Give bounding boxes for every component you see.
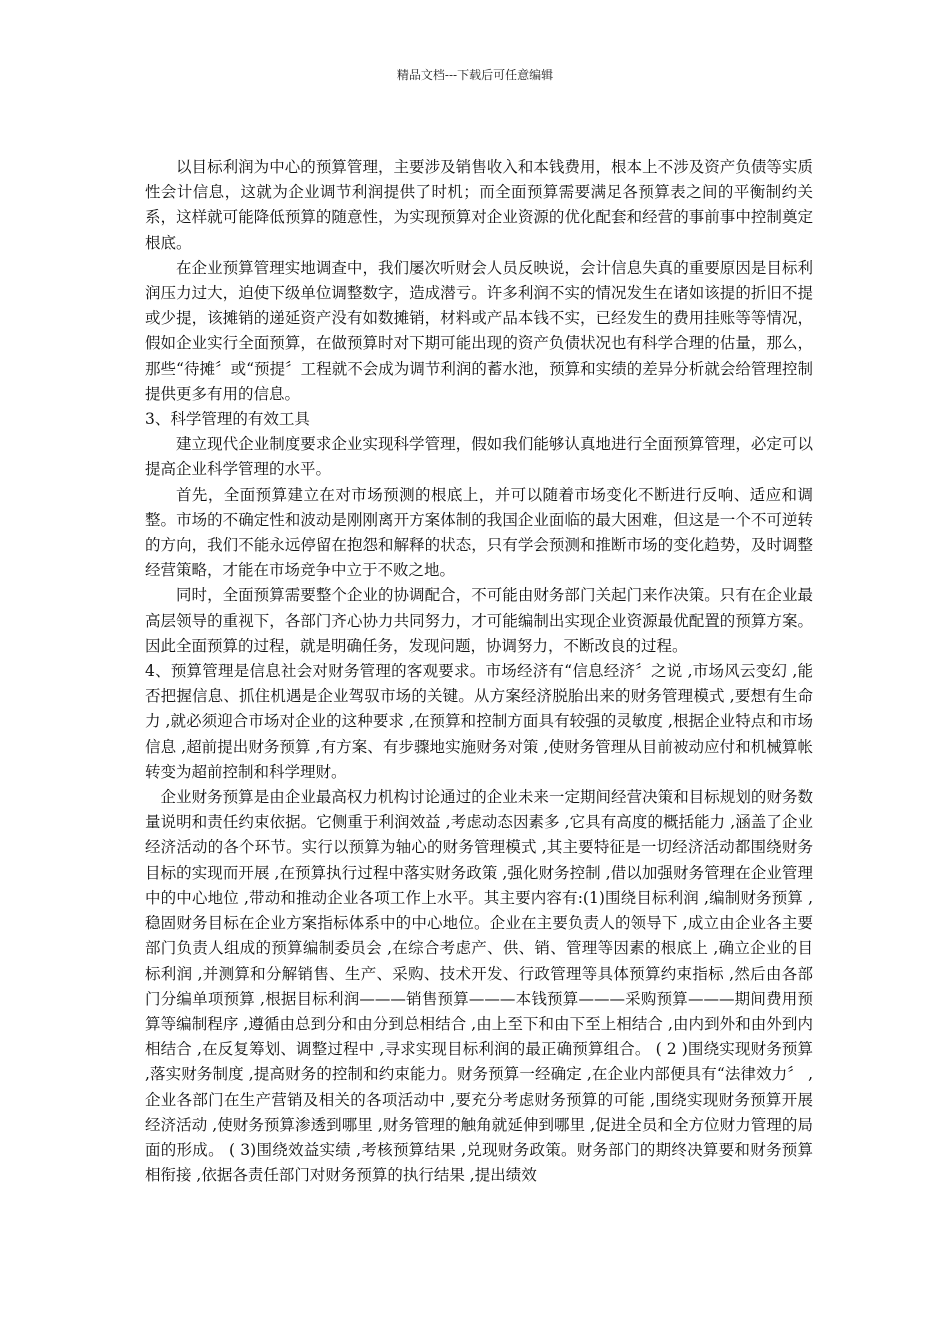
paragraph: 以目标利润为中心的预算管理，主要涉及销售收入和本钱费用，根本上不涉及资产负债等实质性会计信息，这就为企业调节利润提供了时机；而全面预算需要满足各预算表之间的平衡制约关系，这样就可能降低预算的随意性，为实现预算对企业资源的优化配套和经营的事前事中控制奠定根底。 bbox=[145, 158, 813, 252]
paragraph: 同时，全面预算需要整个企业的协调配合，不可能由财务部门关起门来作决策。只有在企业最高层领导的重视下，各部门齐心协力共同努力，才可能编制出实现企业资源最优配置的预算方案。因此全面预算的过程，就是明确任务，发现问题，协调努力，不断改良的过程。 bbox=[145, 586, 813, 655]
document-body bbox=[145, 155, 813, 1188]
paragraph: 在企业预算管理实地调查中，我们屡次听财会人员反映说，会计信息失真的重要原因是目标利润压力过大，迫使下级单位调整数字，造成潜亏。许多利润不实的情况发生在诸如该提的折旧不提或少提，该摊销的递延资产没有如数摊销，材料或产品本钱不实，已经发生的费用挂账等等情况，假如企业实行全面预算，在做预算时对下期可能出现的资产负债状况也有科学合理的估量，那么，那些“待摊〞或“预提〞工程就不会成为调节利润的蓄水池，预算和实绩的差异分析就会给管理控制提供更多有用的信息。 bbox=[145, 258, 813, 403]
paragraph: 企业财务预算是由企业最高权力机构讨论通过的企业未来一定期间经营决策和目标规划的财务数量说明和责任约束依据。它侧重于利润效益 ,考虑动态因素多 ,它具有高度的概括能力 ,涵盖了企业经济活动的各个环节。实行以预算为轴心的财务管理模式 ,其主要特征是一切经济活动都围绕财务目标的实现而开展 ,在预算执行过程中落实财务政策 ,强化财务控制 ,借以加强财务管理在企业管理中的中心地位 ,带动和推动企业各项工作上水平。其主要内容有:(1)围绕目标利润 ,编制财务预算 ,稳固财务目标在企业方案指标体系中的中心地位。企业在主要负责人的领导下 ,成立由企业各主要部门负责人组成的预算编制委员会 ,在综合考虑产、供、销、管理等因素的根底上 ,确立企业的目标利润 ,并测算和分解销售、生产、采购、技术开发、行政管理等具体预算约束指标 ,然后由各部门分编单项预算 ,根据目标利润———销售预算———本钱预算———采购预算———期间费用预算等编制程序 ,遵循由总到分和由分到总相结合 ,由上至下和由下至上相结合 ,由内到外和由外到内相结合 ,在反复筹划、调整过程中 ,寻求实现目标利润的最正确预算组合。 ( 2 )围绕实现财务预算 ,落实财务制度 ,提高财务的控制和约束能力。财务预算一经确定 ,在企业内部便具有“法律效力〞 ,企业各部门在生产营销及相关的各项活动中 ,要充分考虑财务预算的可能 ,围绕实现财务预算开展经济活动 ,使财务预算渗透到哪里 ,财务管理的触角就延伸到哪里 ,促进全员和全方位财力管理的局面的形成。 ( 3)围绕效益实绩 ,考核预算结果 ,兑现财务政策。财务部门的期终决算要和财务预算相衔接 ,依据各责任部门对财务预算的执行结果 ,提出绩效 bbox=[145, 788, 813, 1185]
paragraph: 首先，全面预算建立在对市场预测的根底上，并可以随着市场变化不断进行反响、适应和调整。市场的不确定性和波动是刚刚离开方案体制的我国企业面临的最大困难，但这是一个不可逆转的方向，我们不能永远停留在抱怨和解释的状态，只有学会预测和推断市场的变化趋势，及时调整经营策略，才能在市场竞争中立于不败之地。 bbox=[145, 485, 813, 580]
paragraph: 建立现代企业制度要求企业实现科学管理，假如我们能够认真地进行全面预算管理，必定可以提高企业科学管理的水平。 bbox=[145, 435, 813, 479]
section-paragraph: 4、预算管理是信息社会对财务管理的客观要求。市场经济有“信息经济〞之说 ,市场风云变幻 ,能否把握信息、抓住机遇是企业驾驭市场的关键。从方案经济脱胎出来的财务管理模式 ,要想有生命力 ,就必须迎合市场对企业的这种要求 ,在预算和控制方面具有较强的灵敏度 ,根据企业特点和市场信息 ,超前提出财务预算 ,有方案、有步骤地实施财务对策 ,使财务管理从目前被动应付和机械算帐转变为超前控制和科学理财。 bbox=[145, 662, 813, 781]
page-header: 精品文档---下载后可任意编辑 bbox=[396, 68, 554, 82]
section-heading: 3、科学管理的有效工具 bbox=[145, 410, 310, 429]
